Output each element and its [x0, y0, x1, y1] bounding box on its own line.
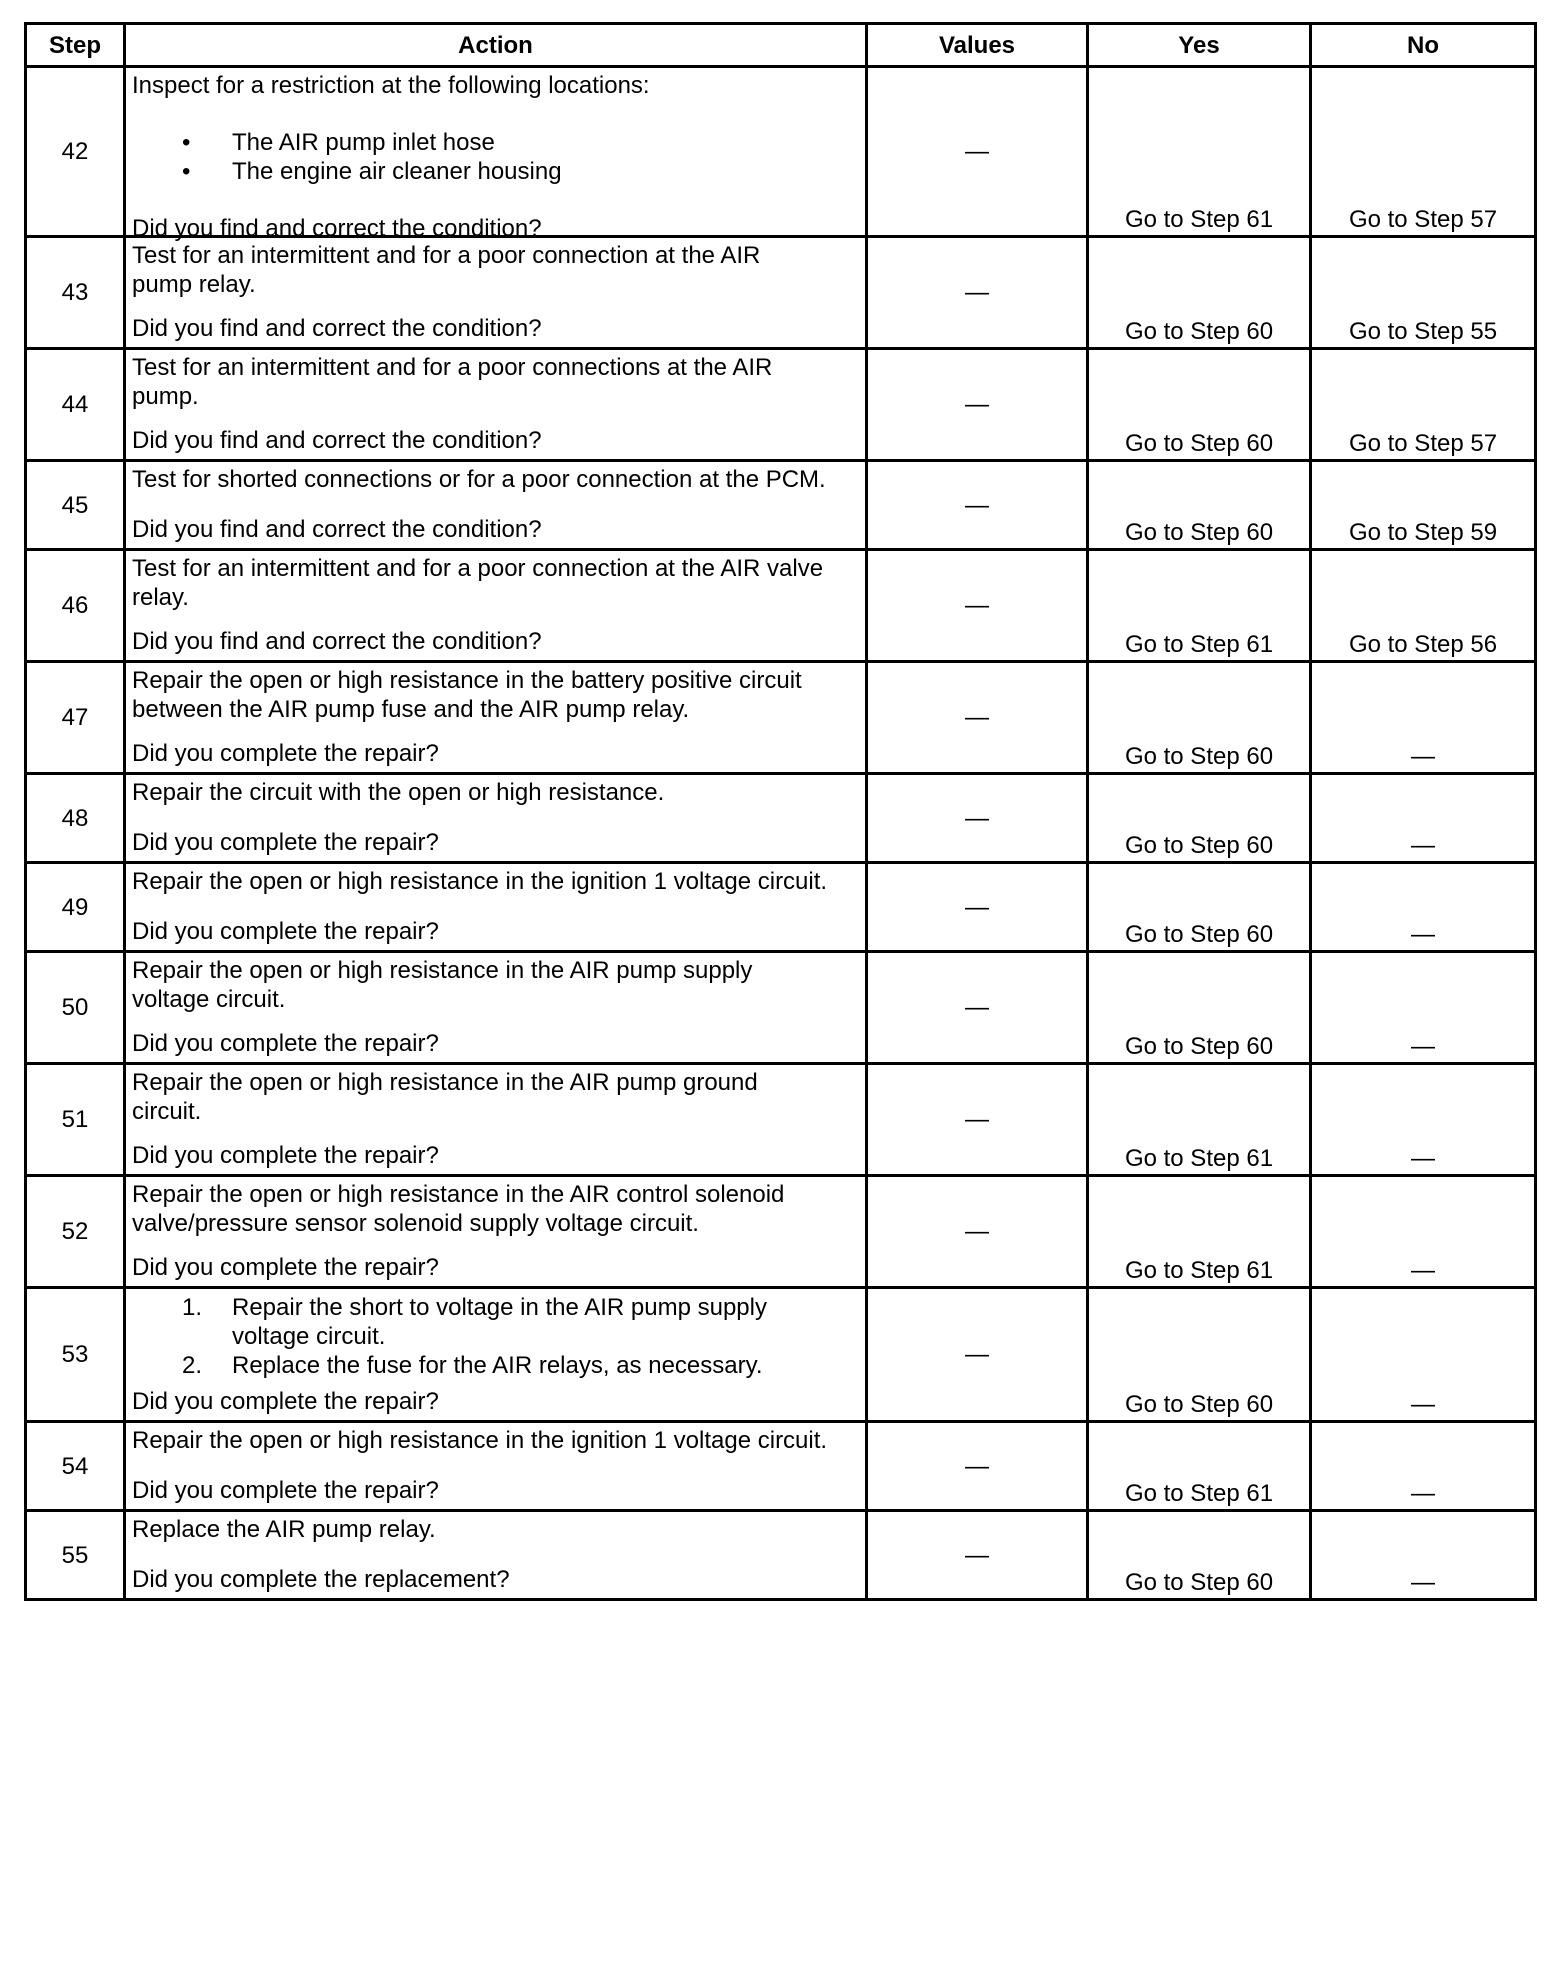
no-cell: —	[1311, 952, 1536, 1064]
action-text: Repair the open or high resistance in the battery positive circuit	[132, 667, 802, 694]
step-number: 45	[26, 461, 125, 550]
table-row	[26, 1288, 1536, 1422]
yes-cell: Go to Step 61	[1088, 1422, 1311, 1511]
action-question: Did you find and correct the condition?	[132, 427, 542, 454]
table-row	[26, 1511, 1536, 1600]
action-text: pump relay.	[132, 271, 256, 298]
action-question: Did you find and correct the condition?	[132, 628, 542, 655]
step-number: 55	[26, 1511, 125, 1600]
action-cell	[125, 550, 867, 662]
values-cell: —	[867, 1064, 1088, 1176]
action-text: Repair the open or high resistance in the AIR control solenoid	[132, 1181, 785, 1208]
header-no: No	[1311, 24, 1536, 67]
action-question: Did you complete the repair?	[132, 740, 439, 767]
bullet-item: • The AIR pump inlet hose	[132, 128, 859, 157]
no-cell: Go to Step 57	[1311, 67, 1536, 237]
action-cell	[125, 774, 867, 863]
values-cell: —	[867, 67, 1088, 237]
step-number: 48	[26, 774, 125, 863]
yes-cell: Go to Step 61	[1088, 67, 1311, 237]
action-question: Did you complete the repair?	[132, 1477, 439, 1504]
no-cell: —	[1311, 1511, 1536, 1600]
action-question: Did you complete the replacement?	[132, 1566, 510, 1593]
action-text: Test for an intermittent and for a poor connection at the AIR valve	[132, 555, 824, 582]
values-cell: —	[867, 1422, 1088, 1511]
table-row	[26, 237, 1536, 349]
action-text: Repair the open or high resistance in the AIR pump ground	[132, 1069, 758, 1096]
values-cell: —	[867, 461, 1088, 550]
yes-cell: Go to Step 60	[1088, 237, 1311, 349]
numbered-item-text: Replace the fuse for the AIR relays, as necessary.	[232, 1352, 763, 1379]
action-text: Test for an intermittent and for a poor connection at the AIR	[132, 242, 761, 269]
table-row	[26, 863, 1536, 952]
values-cell: —	[867, 1288, 1088, 1422]
no-cell: —	[1311, 863, 1536, 952]
step-number: 51	[26, 1064, 125, 1176]
values-cell: —	[867, 774, 1088, 863]
step-number: 44	[26, 349, 125, 461]
step-number: 52	[26, 1176, 125, 1288]
table-row	[26, 774, 1536, 863]
action-text: Repair the circuit with the open or high resistance.	[132, 779, 665, 806]
values-cell: —	[867, 952, 1088, 1064]
table-row	[26, 662, 1536, 774]
values-cell: —	[867, 349, 1088, 461]
action-cell	[125, 863, 867, 952]
step-number: 50	[26, 952, 125, 1064]
action-text: Replace the AIR pump relay.	[132, 1516, 436, 1543]
no-cell: Go to Step 56	[1311, 550, 1536, 662]
step-number: 46	[26, 550, 125, 662]
table-row	[26, 1176, 1536, 1288]
values-cell: —	[867, 237, 1088, 349]
yes-cell: Go to Step 60	[1088, 774, 1311, 863]
yes-cell: Go to Step 60	[1088, 461, 1311, 550]
no-cell: Go to Step 57	[1311, 349, 1536, 461]
step-number: 43	[26, 237, 125, 349]
numbered-item	[132, 1351, 859, 1380]
action-cell	[125, 1176, 867, 1288]
table-row	[26, 1422, 1536, 1511]
yes-cell: Go to Step 61	[1088, 550, 1311, 662]
no-cell: Go to Step 55	[1311, 237, 1536, 349]
action-text: between the AIR pump fuse and the AIR pump relay.	[132, 696, 690, 723]
action-cell	[125, 237, 867, 349]
table-row	[26, 349, 1536, 461]
yes-cell: Go to Step 61	[1088, 1064, 1311, 1176]
numbered-item	[132, 1293, 859, 1351]
values-cell: —	[867, 863, 1088, 952]
yes-cell: Go to Step 60	[1088, 349, 1311, 461]
action-question: Did you complete the repair?	[132, 1254, 439, 1281]
no-cell: —	[1311, 1176, 1536, 1288]
step-number: 49	[26, 863, 125, 952]
table-row	[26, 67, 1536, 237]
step-number: 54	[26, 1422, 125, 1511]
values-cell: —	[867, 550, 1088, 662]
bullet-list	[132, 128, 859, 186]
values-cell: —	[867, 662, 1088, 774]
values-cell: —	[867, 1176, 1088, 1288]
no-cell: —	[1311, 774, 1536, 863]
header-yes: Yes	[1088, 24, 1311, 67]
item-number: 2.	[182, 1352, 203, 1379]
action-question: Did you find and correct the condition?	[132, 516, 542, 543]
action-text: circuit.	[132, 1098, 202, 1125]
action-text: Repair the open or high resistance in the ignition 1 voltage circuit.	[132, 868, 828, 895]
action-text: relay.	[132, 584, 189, 611]
item-number: 1.	[182, 1294, 203, 1321]
yes-cell: Go to Step 60	[1088, 863, 1311, 952]
yes-cell: Go to Step 61	[1088, 1176, 1311, 1288]
action-cell	[125, 461, 867, 550]
yes-cell: Go to Step 60	[1088, 662, 1311, 774]
no-cell: —	[1311, 662, 1536, 774]
action-text: Test for shorted connections or for a poor connection at the PCM.	[132, 466, 826, 493]
numbered-item-text: voltage circuit.	[232, 1323, 386, 1350]
step-number: 53	[26, 1288, 125, 1422]
yes-cell: Go to Step 60	[1088, 1511, 1311, 1600]
header-values: Values	[867, 24, 1088, 67]
action-text: Repair the open or high resistance in the ignition 1 voltage circuit.	[132, 1427, 828, 1454]
table-row	[26, 1064, 1536, 1176]
table-row	[26, 461, 1536, 550]
action-question: Did you complete the repair?	[132, 1388, 439, 1415]
action-cell	[125, 1064, 867, 1176]
header-row	[26, 24, 1536, 67]
numbered-list	[132, 1293, 859, 1380]
yes-cell: Go to Step 60	[1088, 1288, 1311, 1422]
action-cell	[125, 1511, 867, 1600]
action-question: Did you complete the repair?	[132, 1142, 439, 1169]
bullet-item: • The engine air cleaner housing	[132, 157, 859, 186]
header-action: Action	[125, 24, 867, 67]
action-text: voltage circuit.	[132, 986, 286, 1013]
action-question: Did you complete the repair?	[132, 918, 439, 945]
action-text: Repair the open or high resistance in the AIR pump supply	[132, 957, 753, 984]
no-cell: —	[1311, 1064, 1536, 1176]
no-cell: Go to Step 59	[1311, 461, 1536, 550]
header-step: Step	[26, 24, 125, 67]
values-cell: —	[867, 1511, 1088, 1600]
action-question: Did you find and correct the condition?	[132, 215, 542, 242]
action-cell	[125, 349, 867, 461]
no-cell: —	[1311, 1288, 1536, 1422]
action-cell	[125, 67, 867, 242]
action-cell	[125, 1288, 867, 1422]
action-text: Test for an intermittent and for a poor connections at the AIR	[132, 354, 773, 381]
no-cell: —	[1311, 1422, 1536, 1511]
yes-cell: Go to Step 60	[1088, 952, 1311, 1064]
action-question: Did you complete the repair?	[132, 1030, 439, 1057]
table-row	[26, 952, 1536, 1064]
action-text: Inspect for a restriction at the following locations:	[132, 72, 650, 99]
action-question: Did you complete the repair?	[132, 829, 439, 856]
numbered-item-text: Repair the short to voltage in the AIR pump supply	[232, 1294, 767, 1321]
step-number: 42	[26, 67, 125, 237]
action-cell	[125, 952, 867, 1064]
step-number: 47	[26, 662, 125, 774]
action-text: valve/pressure sensor solenoid supply voltage circuit.	[132, 1210, 699, 1237]
action-question: Did you find and correct the condition?	[132, 315, 542, 342]
action-text: pump.	[132, 383, 199, 410]
action-cell	[125, 662, 867, 774]
diagnostic-table	[24, 22, 1537, 1601]
table-row	[26, 550, 1536, 662]
action-cell	[125, 1422, 867, 1511]
